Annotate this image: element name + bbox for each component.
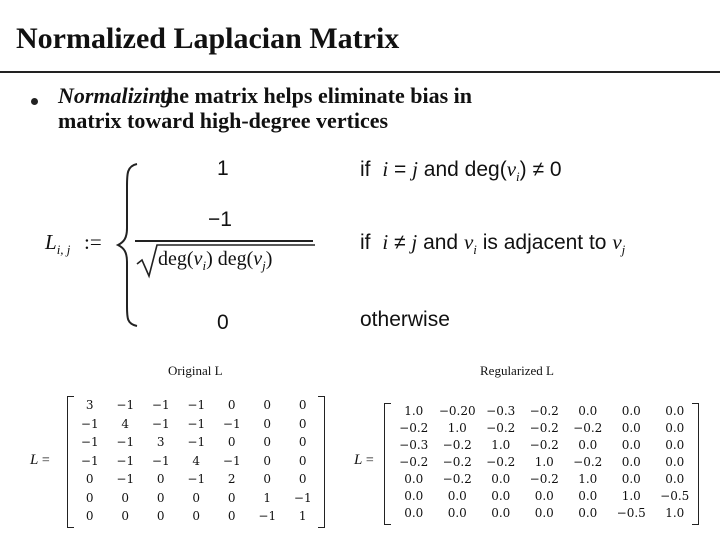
matrix-cell: −0.3 [486, 404, 516, 418]
matrix-cell: 0 [192, 509, 201, 523]
matrix-cell: 0.0 [491, 489, 511, 503]
matrix-cell: −0.2 [442, 455, 472, 469]
case2-numerator: −1 [208, 208, 232, 231]
matrix-cell: −1 [80, 453, 99, 468]
matrix-cell: 0.0 [578, 438, 598, 452]
matrix-cell: 0 [263, 453, 272, 468]
matrix-cell: 1.0 [578, 472, 598, 486]
matrix-cell: 0.0 [491, 472, 511, 486]
case2-denominator: $deg(v_i)$ $deg(v_j)$ [158, 248, 273, 273]
matrix-cell: 0 [263, 435, 272, 449]
matrix-cell: 0 [192, 490, 201, 505]
matrix-cell: −1 [222, 416, 241, 431]
matrix-cell: −1 [80, 435, 99, 449]
matrix-cell: 1.0 [447, 421, 467, 435]
original-matrix-grid [72, 396, 322, 526]
matrix-cell: 2 [227, 472, 236, 486]
matrix-cell: −1 [258, 509, 277, 523]
matrix-cell: 0.0 [404, 506, 424, 520]
matrix-cell: 0 [156, 490, 165, 505]
matrix-cell: 0.0 [404, 489, 424, 503]
matrix-cell: 0.0 [621, 421, 641, 435]
matrix-cell: 0.0 [447, 506, 467, 520]
matrix-cell: −1 [187, 435, 206, 449]
matrix-cell: 0 [227, 490, 236, 505]
matrix-cell: 1.0 [491, 438, 511, 452]
case1-condition: if i = j and $deg(v_i) \ne 0$ [360, 157, 562, 185]
matrix-cell: −0.2 [442, 438, 472, 452]
regularized-lhs: L = [354, 452, 374, 468]
matrix-cell: 0.0 [621, 455, 641, 469]
matrix-cell: 0 [85, 490, 94, 505]
matrix-cell: 0 [227, 398, 236, 412]
matrix-cell: −0.2 [399, 455, 429, 469]
matrix-cell: −1 [151, 398, 170, 412]
matrix-cell: 0 [298, 416, 307, 431]
matrix-cell: 0 [85, 472, 94, 486]
regularized-matrix-grid [392, 403, 692, 523]
matrix-cell: −0.2 [529, 421, 559, 435]
matrix-cell: 0 [298, 453, 307, 468]
matrix-cell: −1 [80, 416, 99, 431]
matrix-cell: 0 [263, 398, 272, 412]
matrix-cell: 1.0 [621, 489, 641, 503]
matrix-cell: 4 [192, 453, 201, 468]
matrix-cell: 0 [121, 490, 130, 505]
matrix-cell: 1.0 [665, 506, 685, 520]
matrix-cell: 0.0 [404, 472, 424, 486]
matrix-cell: −0.2 [486, 455, 516, 469]
matrix-cell: −0.2 [486, 421, 516, 435]
matrix-cell: −1 [116, 472, 135, 486]
matrix-cell: 0 [263, 472, 272, 486]
regularized-left-bracket [384, 403, 391, 525]
matrix-cell: 0.0 [665, 421, 685, 435]
matrix-cell: −0.2 [529, 438, 559, 452]
matrix-cell: 0.0 [665, 404, 685, 418]
matrix-cell: −0.5 [616, 506, 646, 520]
regularized-caption: Regularized L [480, 363, 554, 378]
formula-assign: := [84, 230, 102, 254]
matrix-cell: −1 [116, 435, 135, 449]
matrix-cell: 3 [156, 435, 165, 449]
matrix-cell: 0 [298, 435, 307, 449]
matrix-cell: 0.0 [621, 472, 641, 486]
matrix-cell: 0.0 [621, 438, 641, 452]
matrix-cell: −1 [293, 490, 312, 505]
bullet-rest-line1: the matrix helps eliminate bias in [159, 83, 472, 108]
original-caption: Original L [168, 363, 223, 378]
matrix-cell: 0 [156, 472, 165, 486]
bullet-text [58, 83, 678, 133]
matrix-cell: 3 [85, 398, 94, 412]
matrix-cell: −0.20 [438, 404, 476, 418]
matrix-cell: 0.0 [665, 472, 685, 486]
matrix-cell: 0 [298, 472, 307, 486]
matrix-cell: −1 [222, 453, 241, 468]
matrix-cell: 0.0 [665, 438, 685, 452]
matrix-cell: 0 [121, 509, 130, 523]
matrix-cell: −1 [151, 453, 170, 468]
title-divider [0, 71, 720, 73]
matrix-cell: 0 [227, 509, 236, 523]
bullet-emphasis: Normalizing [58, 83, 172, 108]
matrix-cell: −0.2 [442, 472, 472, 486]
matrix-cell: 0.0 [534, 506, 554, 520]
case3-condition: otherwise [360, 308, 450, 331]
matrix-cell: −1 [116, 453, 135, 468]
matrix-cell: −0.2 [529, 404, 559, 418]
matrix-cell: 0 [85, 509, 94, 523]
matrix-cell: 0 [227, 435, 236, 449]
matrix-cell: 4 [121, 416, 130, 431]
matrix-cell: 1.0 [404, 404, 424, 418]
case2-condition: if i ≠ j and $v_i$ is adjacent to $v_j$ [360, 230, 626, 258]
matrix-cell: 0 [263, 416, 272, 431]
matrix-cell: 0.0 [621, 404, 641, 418]
matrix-cell: −0.5 [660, 489, 690, 503]
matrix-cell: 0.0 [578, 489, 598, 503]
matrix-cell: −1 [116, 398, 135, 412]
matrix-cell: −0.3 [399, 438, 429, 452]
matrix-cell: 0 [156, 509, 165, 523]
formula-lhs: $L_{i, j}$ [45, 230, 71, 258]
matrix-cell: 0.0 [447, 489, 467, 503]
matrix-cell: −1 [187, 472, 206, 486]
bullet-icon [31, 98, 38, 105]
matrix-cell: −1 [151, 416, 170, 431]
matrix-cell: 0.0 [665, 455, 685, 469]
matrix-cell: 0.0 [578, 506, 598, 520]
slide-title: Normalized Laplacian Matrix [16, 22, 400, 55]
matrix-cell: 1 [263, 490, 272, 505]
matrix-cell: −0.2 [529, 472, 559, 486]
case3-value: 0 [217, 311, 229, 334]
matrix-cell: −0.2 [573, 421, 603, 435]
matrix-cell: −1 [187, 416, 206, 431]
matrix-cell: 0.0 [578, 404, 598, 418]
matrix-cell: −0.2 [573, 455, 603, 469]
matrix-cell: −0.2 [399, 421, 429, 435]
matrix-cell: 0.0 [534, 489, 554, 503]
original-lhs: L = [30, 452, 50, 468]
matrix-cell: 1 [298, 509, 307, 523]
matrix-cell: −1 [187, 398, 206, 412]
matrix-cell: 0.0 [491, 506, 511, 520]
matrix-cell: 0 [298, 398, 307, 412]
case1-value: 1 [217, 157, 229, 180]
bullet-line2: matrix toward high-degree vertices [58, 108, 389, 133]
matrix-cell: 1.0 [534, 455, 554, 469]
